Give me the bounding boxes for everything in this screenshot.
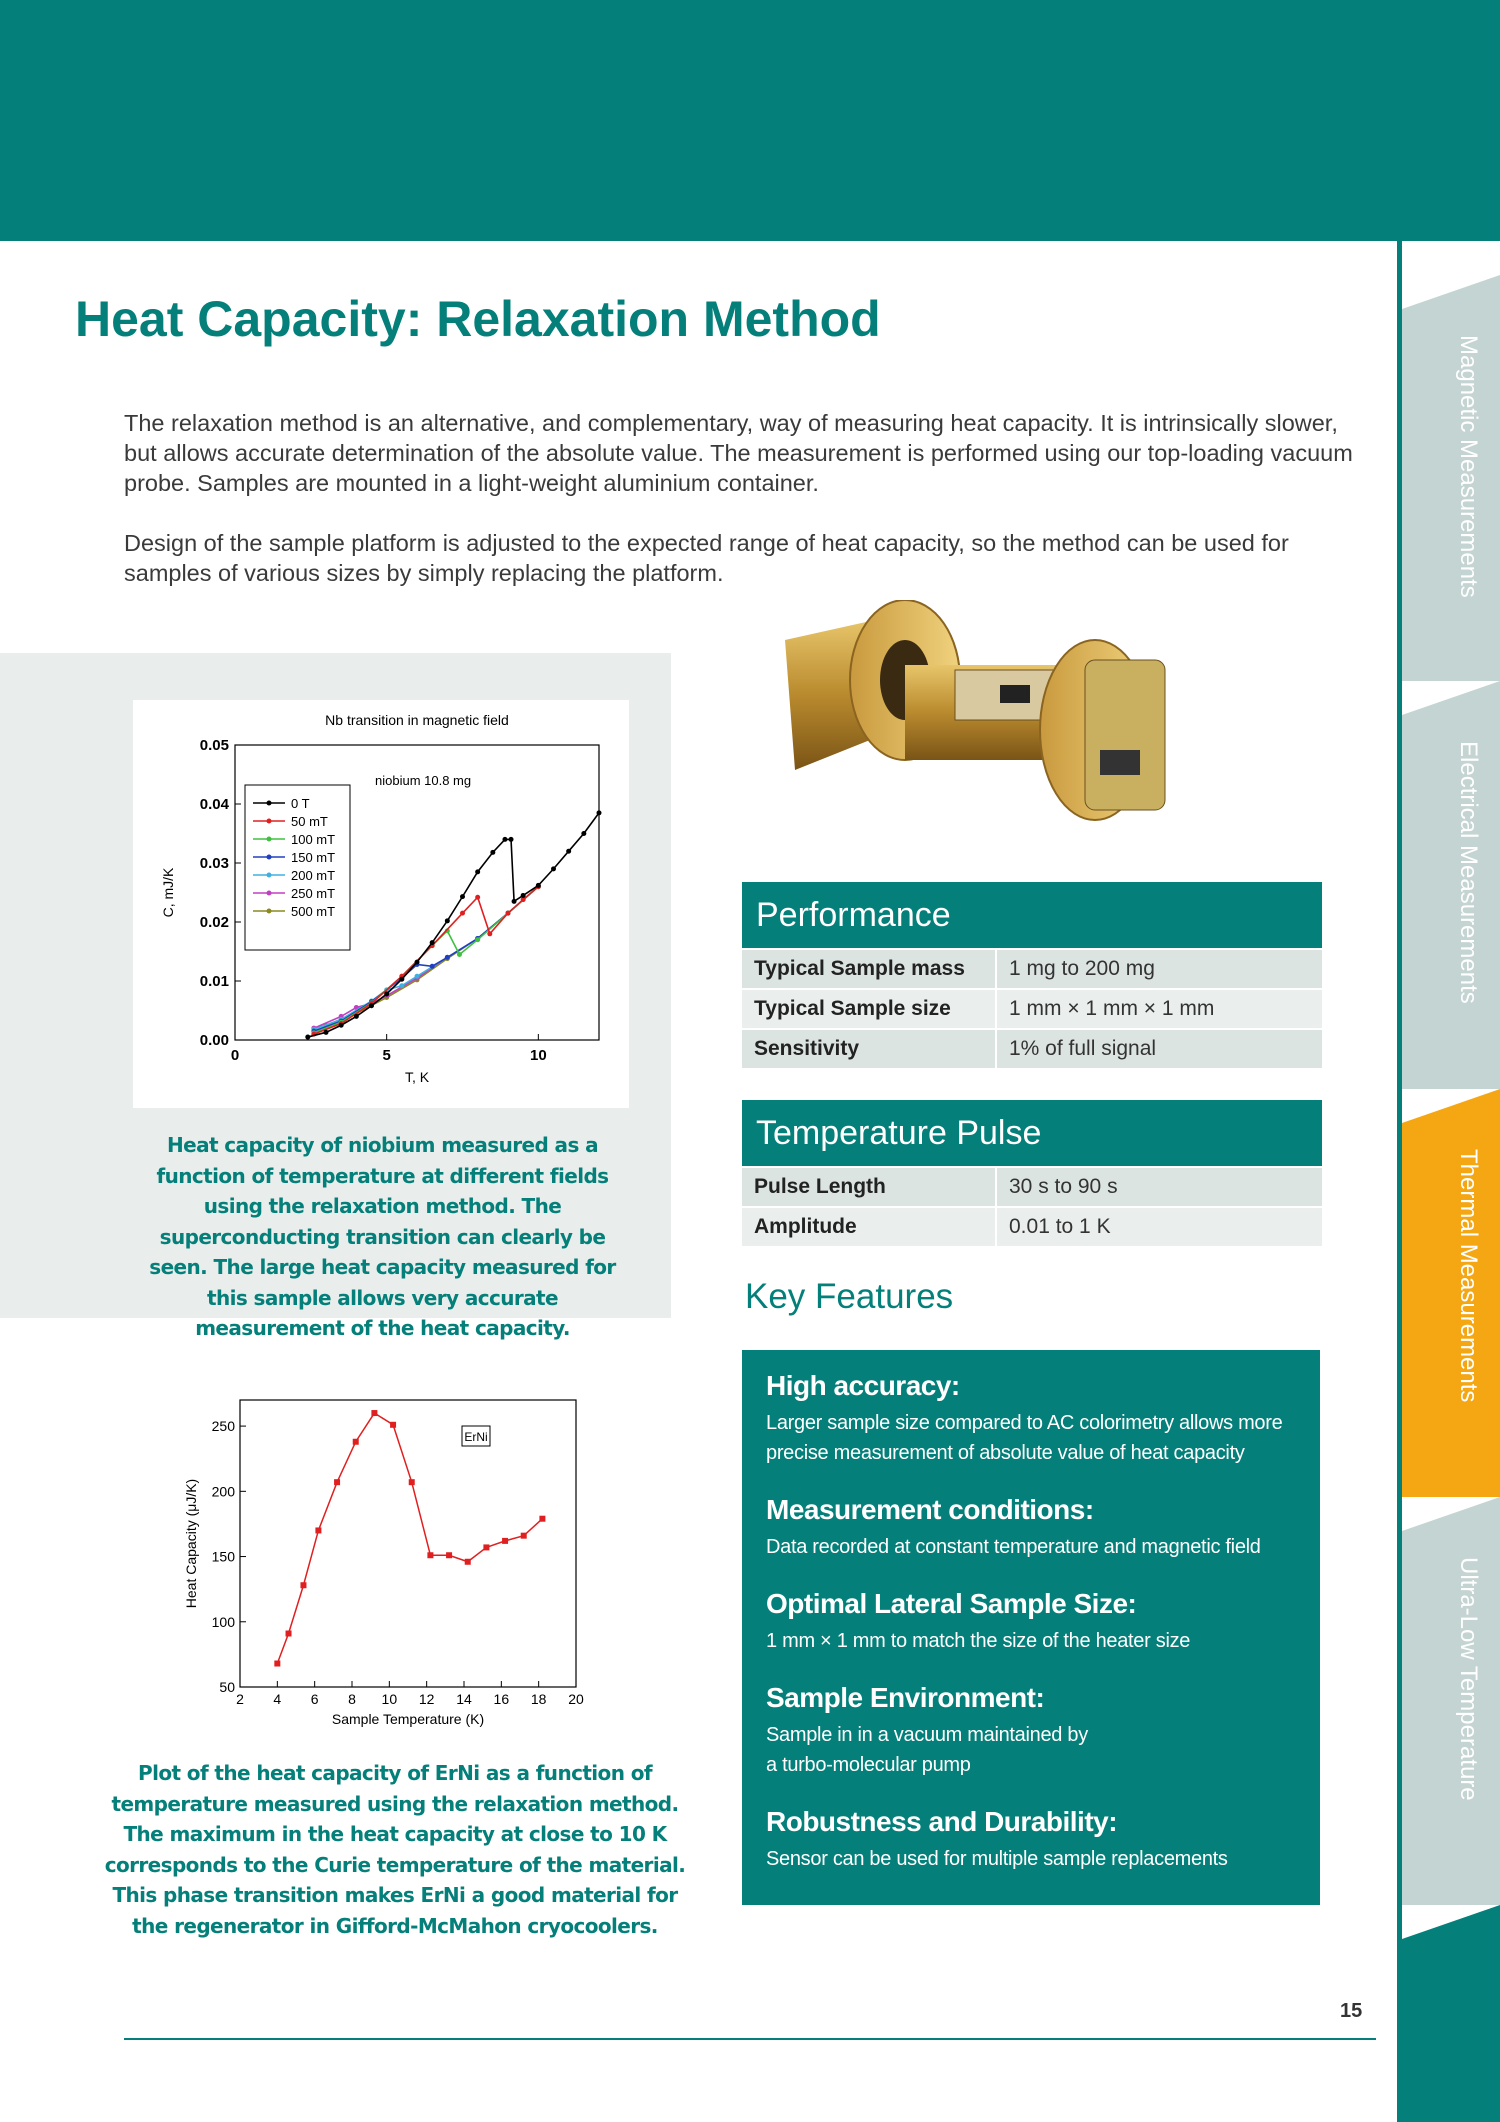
y-tick-label: 250 [211, 1418, 235, 1435]
data-point [399, 983, 404, 988]
performance-table [742, 882, 1322, 1068]
y-axis-label: Heat Capacity (μJ/K) [183, 1478, 199, 1609]
chart1-caption: Heat capacity of niobium measured as a function of temperature at different fields using the relaxation method. The superconducting transition can clearly be seen. The large heat capacity measured for this sample allows very accurate measurement of the heat capacity. [149, 1133, 616, 1340]
feature-heading: Robustness and Durability: [766, 1806, 1118, 1837]
feature-item [766, 1682, 1296, 1780]
intro-paragraph: The relaxation method is an alternative, and complementary, way of measuring heat capacity. It is intrinsically slower, but allows accurate determination of the absolute value. The measurement is performed using our top-loading vacuum probe. Samples are mounted in a light-weight aluminium container. [124, 410, 1353, 496]
data-point [305, 1035, 310, 1040]
tab-label: Thermal Measurements [1455, 1149, 1482, 1403]
y-tick-label: 150 [211, 1548, 235, 1565]
x-tick-label: 5 [382, 1047, 391, 1064]
table-key: Typical Sample mass [742, 950, 995, 988]
data-point [324, 1030, 329, 1035]
legend-marker [267, 873, 272, 878]
x-axis-label: Sample Temperature (K) [331, 1711, 485, 1727]
intro-paragraph: Design of the sample platform is adjusted to the expected range of heat capacity, so the method can be used for samples of various sizes by simply replacing the platform. [124, 530, 1289, 586]
x-axis-label: T, K [404, 1069, 430, 1085]
data-point [502, 1538, 508, 1544]
data-point [430, 964, 435, 969]
data-point [490, 850, 495, 855]
data-point [539, 1516, 545, 1522]
legend-marker [267, 891, 272, 896]
tab-label: Ultra-Low Temperature [1455, 1557, 1482, 1801]
feature-text: 1 mm × 1 mm to match the size of the heater size [766, 1630, 1191, 1652]
temperature-pulse-table [742, 1100, 1322, 1246]
data-point [566, 849, 571, 854]
x-tick-label: 18 [530, 1691, 547, 1707]
series-line [308, 813, 599, 1037]
feature-heading: Sample Environment: [766, 1682, 1045, 1713]
performance-title: Performance [742, 882, 1322, 948]
data-point [334, 1479, 340, 1485]
data-point [502, 837, 507, 842]
table-value: 30 s to 90 s [997, 1168, 1322, 1206]
data-point [300, 1582, 306, 1588]
data-point [445, 955, 450, 960]
x-tick-label: 0 [230, 1047, 240, 1064]
legend-label: 50 mT [291, 814, 328, 829]
data-point [445, 918, 450, 923]
key-features-box [742, 1350, 1320, 1905]
feature-item [766, 1370, 1296, 1468]
niobium-chart-svg [133, 700, 629, 1108]
table-value: 1 mm × 1 mm × 1 mm [997, 990, 1322, 1028]
x-tick-label: 6 [310, 1691, 319, 1707]
header-band [0, 0, 1500, 241]
data-point [506, 911, 511, 916]
feature-item [766, 1806, 1296, 1874]
data-point [487, 931, 492, 936]
data-point [430, 940, 435, 945]
legend-label: 0 T [291, 796, 310, 811]
x-tick-label: 8 [348, 1691, 356, 1707]
data-point [465, 1559, 471, 1565]
data-point [339, 1023, 344, 1028]
table-value: 1 mg to 200 mg [997, 950, 1322, 988]
table-value: 0.01 to 1 K [997, 1208, 1322, 1246]
table-row [742, 1208, 1322, 1246]
feature-heading: High accuracy: [766, 1370, 960, 1401]
chart-title: Nb transition in magnetic field [325, 712, 509, 728]
tab-electrical-measurements[interactable] [1402, 681, 1500, 1089]
data-point [354, 1014, 359, 1019]
data-point [274, 1661, 280, 1667]
sample-probe-photo [785, 600, 1255, 845]
footer-rule [124, 2038, 1376, 2040]
data-point [483, 1544, 489, 1550]
feature-item [766, 1588, 1296, 1656]
x-tick-label: 12 [418, 1691, 435, 1707]
pulse-title: Temperature Pulse [742, 1100, 1322, 1166]
data-point [399, 977, 404, 982]
data-point [512, 899, 517, 904]
data-point [457, 952, 462, 957]
feature-text: Data recorded at constant temperature and magnetic field [766, 1536, 1261, 1558]
data-point [460, 894, 465, 899]
data-point [427, 1552, 433, 1558]
table-value: 1% of full signal [997, 1030, 1322, 1068]
data-point [369, 1003, 374, 1008]
data-point [286, 1631, 292, 1637]
tab-label: Magnetic Measurements [1455, 335, 1482, 598]
plot-frame [240, 1400, 576, 1687]
legend-label: 250 mT [291, 886, 336, 901]
y-tick-label: 50 [219, 1679, 235, 1695]
data-point [475, 895, 480, 900]
data-point [315, 1527, 321, 1533]
chart-annotation: niobium 10.8 mg [375, 773, 472, 788]
y-axis-label: C, mJ/K [160, 867, 176, 918]
data-point [581, 831, 586, 836]
feature-heading: Optimal Lateral Sample Size: [766, 1588, 1137, 1619]
table-key: Typical Sample size [742, 990, 995, 1028]
y-tick-label: 0.05 [199, 737, 229, 754]
data-point [551, 866, 556, 871]
tab-label: Electrical Measurements [1455, 741, 1482, 1004]
page-number: 15 [1340, 2000, 1363, 2022]
data-point [353, 1439, 359, 1445]
x-tick-label: 20 [568, 1691, 584, 1707]
table-key: Pulse Length [742, 1168, 995, 1206]
y-tick-label: 0.00 [199, 1032, 229, 1049]
data-point [415, 974, 420, 979]
feature-text: Sensor can be used for multiple sample replacements [766, 1848, 1228, 1870]
niobium-chart [133, 700, 629, 1108]
data-point [521, 893, 526, 898]
data-point [509, 837, 514, 842]
data-point [409, 1479, 415, 1485]
table-row [742, 950, 1322, 988]
x-tick-label: 10 [381, 1691, 398, 1707]
page-title: Heat Capacity: Relaxation Method [75, 291, 881, 347]
legend-marker [267, 819, 272, 824]
table-row [742, 1168, 1322, 1206]
chart2-caption: Plot of the heat capacity of ErNi as a function of temperature measured using the relaxation method. The maximum in the heat capacity at close to 10 K corresponds to the Curie temperature of the material. This phase transition makes ErNi a good material for the regenerator in Gifford-McMahon cryocoolers. [104, 1761, 686, 1938]
x-tick-label: 10 [529, 1047, 547, 1064]
tab-magnetic-measurements[interactable] [1402, 275, 1500, 681]
data-point [597, 810, 602, 815]
x-tick-label: 2 [236, 1691, 244, 1707]
legend-label: 200 mT [291, 868, 336, 883]
intro-text [124, 408, 1356, 618]
data-point [460, 911, 465, 916]
y-tick-label: 200 [211, 1483, 235, 1500]
x-tick-label: 14 [456, 1691, 472, 1707]
y-tick-label: 100 [211, 1613, 235, 1630]
data-point [446, 1552, 452, 1558]
y-tick-label: 0.03 [199, 855, 229, 872]
data-point [390, 1422, 396, 1428]
legend-label: 150 mT [291, 850, 336, 865]
data-point [371, 1410, 377, 1416]
feature-item [766, 1494, 1296, 1562]
table-key: Amplitude [742, 1208, 995, 1246]
data-point [415, 960, 420, 965]
y-tick-label: 0.04 [199, 796, 229, 813]
tab-footer-block [1402, 1905, 1500, 2122]
legend-label: 100 mT [291, 832, 336, 847]
feature-text: Sample in in a vacuum maintained by a turbo-molecular pump [766, 1724, 1088, 1776]
data-point [536, 883, 541, 888]
tab-thermal-measurements[interactable] [1402, 1089, 1500, 1497]
data-point [475, 869, 480, 874]
legend-marker [267, 909, 272, 914]
section-tabs [1397, 241, 1500, 2122]
tab-ultra-low-temperature[interactable] [1402, 1497, 1500, 1905]
y-tick-label: 0.01 [199, 973, 229, 990]
data-point [384, 991, 389, 996]
table-row [742, 990, 1322, 1028]
legend-marker [267, 855, 272, 860]
chart-annotation: ErNi [464, 1430, 488, 1444]
table-row [742, 1030, 1322, 1068]
legend-label: 500 mT [291, 904, 336, 919]
key-features-title: Key Features [745, 1277, 954, 1316]
x-tick-label: 16 [493, 1691, 510, 1707]
data-point [475, 937, 480, 942]
legend-marker [267, 801, 272, 806]
erni-chart [170, 1385, 600, 1730]
feature-text: Larger sample size compared to AC colorimetry allows more precise measurement of absolute value of heat capacity [766, 1412, 1283, 1464]
y-tick-label: 0.02 [199, 914, 229, 931]
x-tick-label: 4 [273, 1691, 282, 1707]
legend-marker [267, 837, 272, 842]
erni-chart-svg [170, 1385, 600, 1730]
data-point [521, 1533, 527, 1539]
table-key: Sensitivity [742, 1030, 995, 1068]
feature-heading: Measurement conditions: [766, 1494, 1094, 1525]
